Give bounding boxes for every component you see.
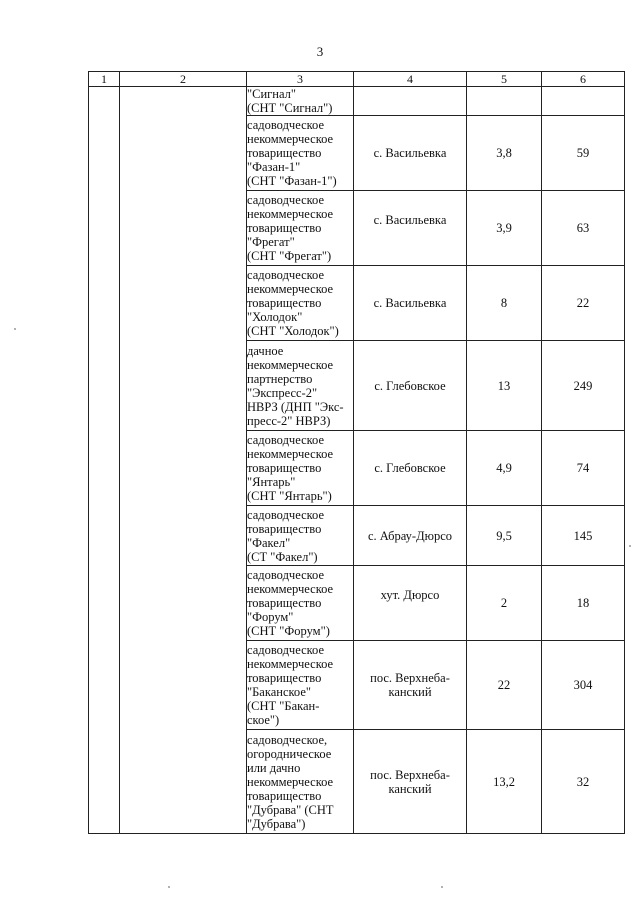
location-cell: с. Васильевка: [354, 116, 467, 191]
column-number-5: 5: [467, 72, 542, 87]
count-cell: 32: [542, 730, 625, 834]
organization-name-cell: садоводческое некоммерческое товарищество "Форум" (СНТ "Форум"): [247, 566, 354, 641]
area-cell: 2: [467, 566, 542, 641]
table-header-row: [89, 72, 625, 87]
organization-name-cell: садоводческое некоммерческое товарищество "Фрегат" (СНТ "Фрегат"): [247, 191, 354, 266]
count-cell: 18: [542, 566, 625, 641]
organization-name-cell: садоводческое некоммерческое товарищество "Янтарь" (СНТ "Янтарь"): [247, 431, 354, 506]
area-cell: [467, 87, 542, 116]
merged-cell-col2: [120, 87, 247, 834]
count-cell: [542, 87, 625, 116]
count-cell: 249: [542, 341, 625, 431]
organization-name-cell: "Сигнал" (СНТ "Сигнал"): [247, 87, 354, 116]
area-cell: 8: [467, 266, 542, 341]
count-cell: 145: [542, 506, 625, 566]
count-cell: 304: [542, 641, 625, 730]
page-number: 3: [316, 44, 324, 59]
column-number-4: 4: [354, 72, 467, 87]
table-row: [89, 87, 625, 116]
scan-speck: [14, 328, 16, 330]
scan-speck: [629, 545, 631, 547]
column-number-1: 1: [89, 72, 120, 87]
count-cell: 63: [542, 191, 625, 266]
area-cell: 13,2: [467, 730, 542, 834]
location-cell: с. Глебовское: [354, 431, 467, 506]
location-cell: с. Абрау-Дюрсо: [354, 506, 467, 566]
count-cell: 59: [542, 116, 625, 191]
location-cell: с. Васильевка: [354, 266, 467, 341]
location-cell: с. Васильевка: [354, 191, 467, 266]
location-cell: пос. Верхнеба- канский: [354, 730, 467, 834]
area-cell: 4,9: [467, 431, 542, 506]
count-cell: 22: [542, 266, 625, 341]
organization-name-cell: дачное некоммерческое партнерство "Экспресс-2" НВРЗ (ДНП "Экс- пресс-2" НВРЗ): [247, 341, 354, 431]
area-cell: 13: [467, 341, 542, 431]
location-cell: с. Глебовское: [354, 341, 467, 431]
location-cell: [354, 87, 467, 116]
scan-speck: [441, 886, 443, 888]
location-cell: хут. Дюрсо: [354, 566, 467, 641]
location-cell: пос. Верхнеба- канский: [354, 641, 467, 730]
column-number-6: 6: [542, 72, 625, 87]
area-cell: 3,8: [467, 116, 542, 191]
area-cell: 9,5: [467, 506, 542, 566]
area-cell: 22: [467, 641, 542, 730]
organization-name-cell: садоводческое некоммерческое товарищество "Холодок" (СНТ "Холодок"): [247, 266, 354, 341]
registry-table: [88, 71, 625, 834]
organization-name-cell: садоводческое товарищество "Факел" (СТ "Факел"): [247, 506, 354, 566]
column-number-2: 2: [120, 72, 247, 87]
area-cell: 3,9: [467, 191, 542, 266]
organization-name-cell: садоводческое, огородническое или дачно некоммерческое товарищество "Дубрава" (СНТ "Дубрава"): [247, 730, 354, 834]
scan-speck: [168, 886, 170, 888]
organization-name-cell: садоводческое некоммерческое товарищество "Фазан-1" (СНТ "Фазан-1"): [247, 116, 354, 191]
count-cell: 74: [542, 431, 625, 506]
merged-cell-col1: [89, 87, 120, 834]
organization-name-cell: садоводческое некоммерческое товарищество "Баканское" (СНТ "Бакан- ское"): [247, 641, 354, 730]
column-number-3: 3: [247, 72, 354, 87]
